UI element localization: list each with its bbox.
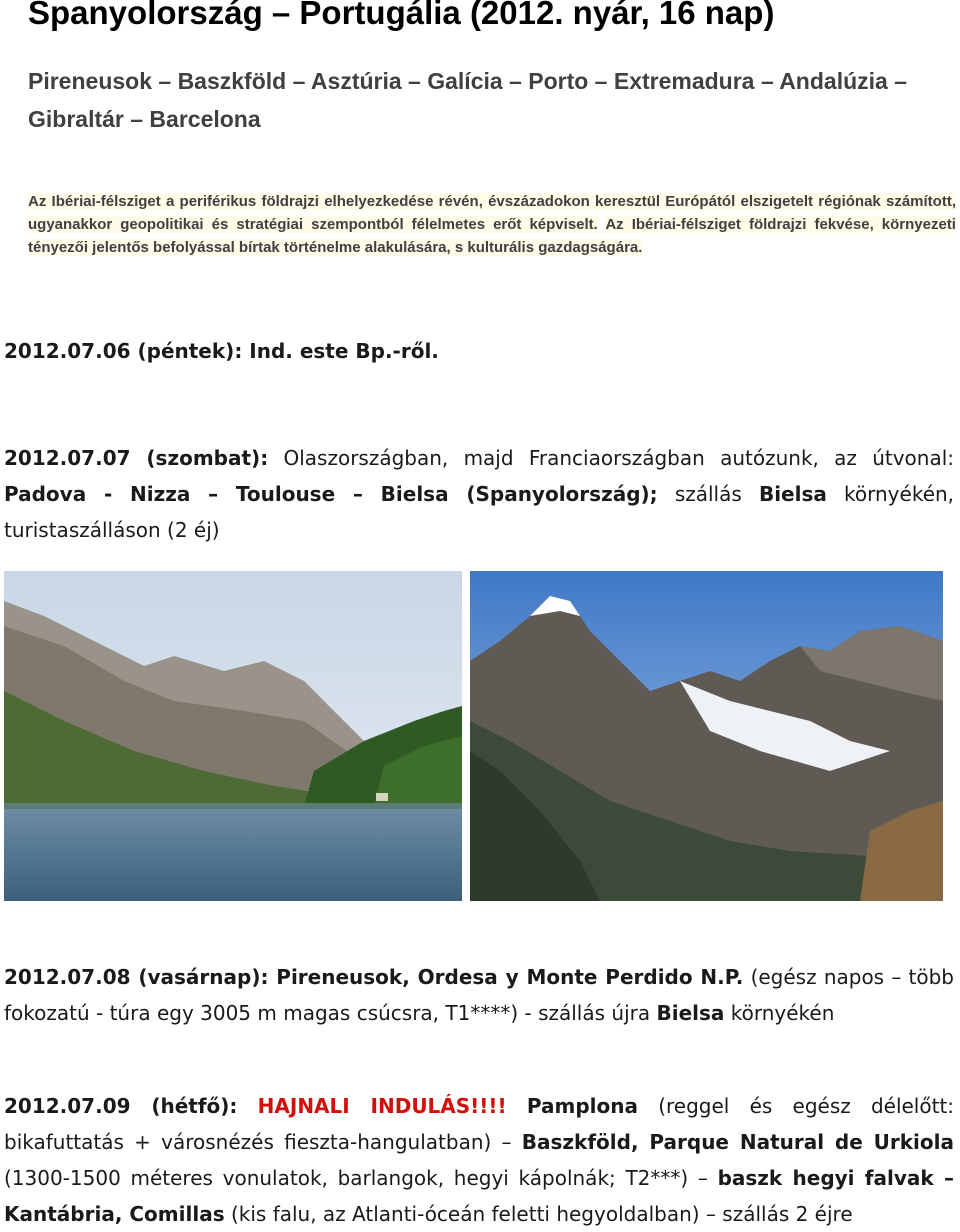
day-label: 2012.07.08 (vasárnap): Pireneusok, Ordesa y Monte Perdido N.P. [4, 965, 744, 989]
intro-paragraph [28, 190, 956, 259]
route-summary [28, 62, 953, 138]
day-text: Olaszországban, majd Franciaországban autózunk, az útvonal: [283, 446, 955, 470]
day-0708 [4, 959, 954, 1031]
day-place: Pamplona [526, 1094, 638, 1118]
day-place: baszk hegyi falvak – Kantábria, Comillas [4, 1166, 954, 1226]
day-text: környékén [730, 1001, 835, 1025]
day-text: (1300-1500 méteres vonulatok, barlangok, hegyi kápolnák; T2***) – [4, 1166, 708, 1190]
day-label: 2012.07.06 (péntek): Ind. este Bp.-ről. [4, 339, 439, 363]
day-text: (egész napos – több fokozatú - túra egy 3005 m magas csúcsra, T1****) - szállás újra [4, 965, 955, 1025]
day-0707 [4, 440, 954, 548]
alert-early-departure: HAJNALI INDULÁS!!!! [257, 1094, 507, 1118]
photo-monte-perdido [470, 571, 943, 901]
page-title: Spanyolország – Portugália (2012. nyár, 16 nap) [28, 0, 775, 31]
route-line-1: Pireneusok – Baszkföld – Asztúria – Galícia – Porto – Extremadura – Andalúzia – [28, 68, 907, 94]
day-0706 [4, 333, 954, 369]
day-label: 2012.07.09 (hétfő): [4, 1094, 238, 1118]
day-label: 2012.07.07 (szombat): [4, 446, 269, 470]
day-text: (kis falu, az Atlanti-óceán feletti hegyoldalban) – szállás 2 éjre [230, 1202, 853, 1226]
day-place: Baszkföld, Parque Natural de Urkiola [521, 1130, 954, 1154]
day-0709 [4, 1088, 954, 1232]
photo-ordesa-lake [4, 571, 462, 901]
day-text: környékén, turistaszálláson (2 éj) [4, 482, 955, 542]
intro-sentence-2: Az Ibériai-félsziget földrajzi fekvése, környezeti tényezői jelentős befolyással bírtak történelme alakulására, s kulturális gazdagságára. [28, 216, 956, 256]
intro-sentence-1: Az Ibériai-félsziget a periférikus földrajzi elhelyezkedése révén, évszázadokon keresztül Európától elszigetelt régiónak számított, ugyanakkor geopolitikai és stratégiai szempontból félelmetes erőt képviselt. [28, 193, 956, 233]
day-place: Bielsa [656, 1001, 725, 1025]
route-line-2: Gibraltár – Barcelona [28, 106, 261, 132]
day-place: Bielsa [758, 482, 827, 506]
day-route: Padova - Nizza – Toulouse – Bielsa (Spanyolország); [4, 482, 658, 506]
day-text: (reggel és egész délelőtt: bikafuttatás + városnézés fieszta-hangulatban) – [4, 1094, 955, 1154]
day-text: szállás [674, 482, 742, 506]
